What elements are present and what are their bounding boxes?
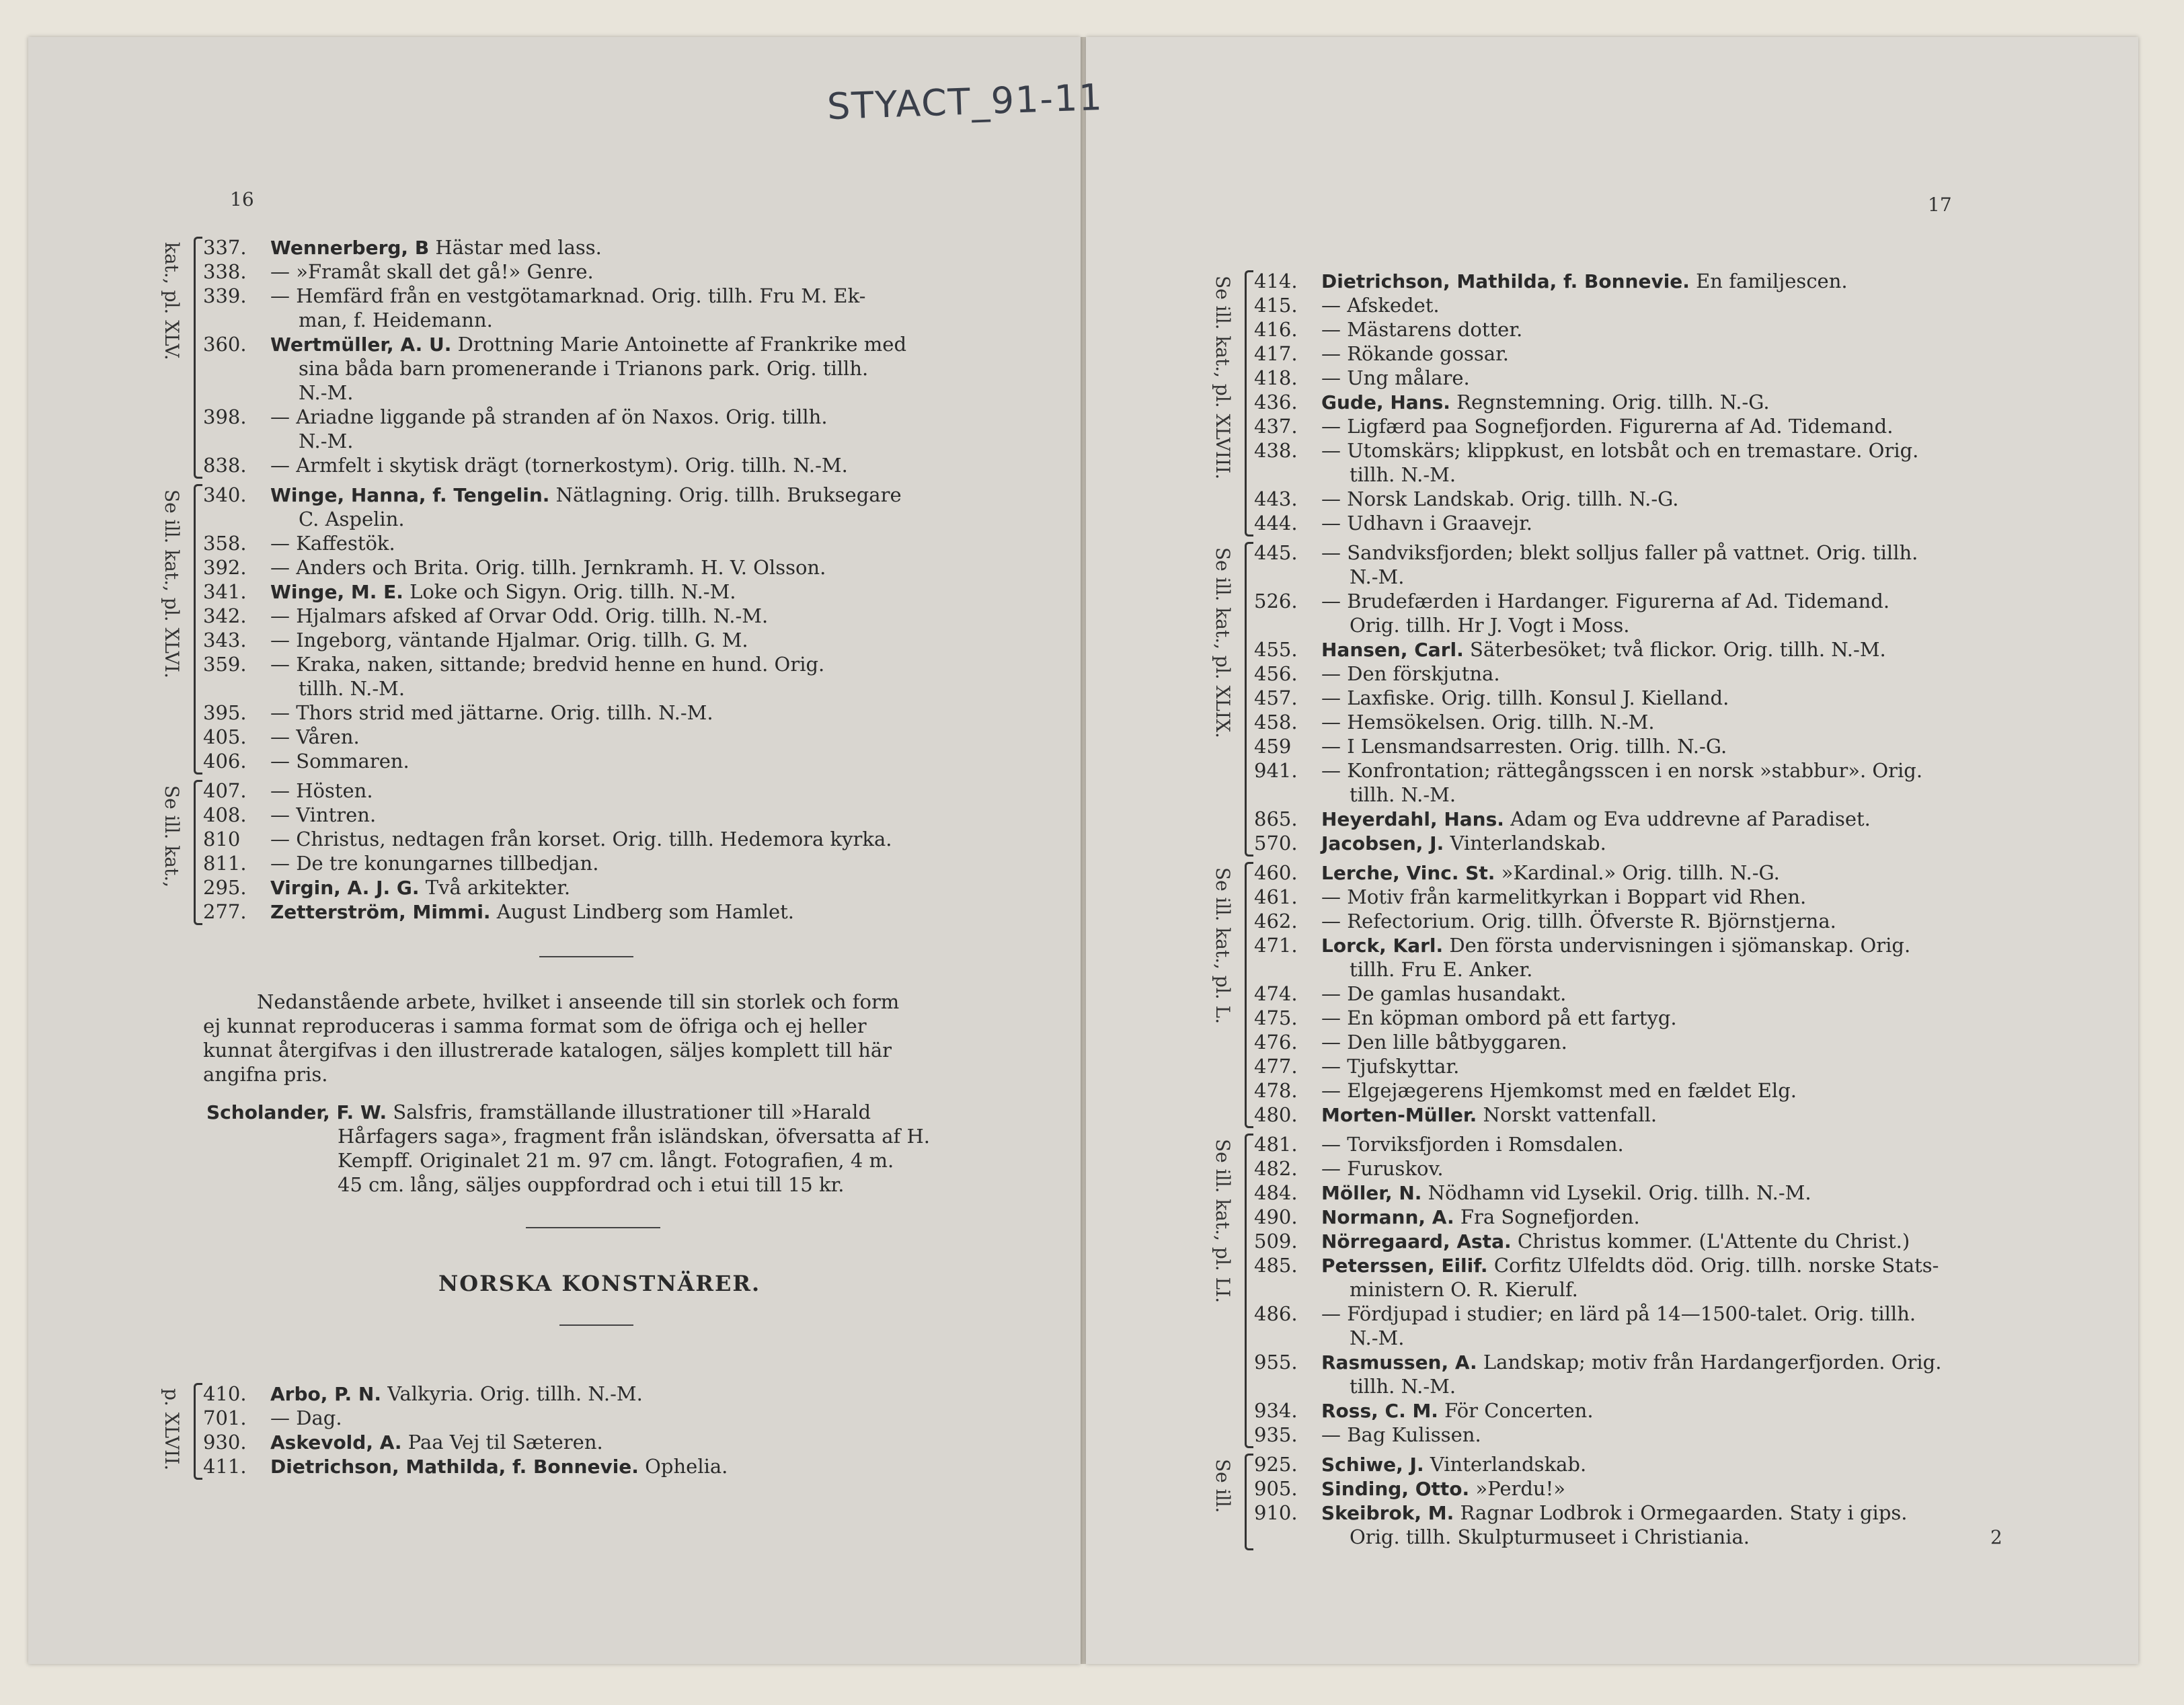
catalog-number: 484. xyxy=(1254,1181,1298,1204)
entry-text xyxy=(1321,1253,1939,1278)
entry-text xyxy=(1321,366,1470,390)
entry-text xyxy=(270,405,828,429)
entry-continuation: 45 cm. lång, säljes ouppfordrad och i etui till 15 kr. xyxy=(338,1173,845,1196)
entry-title: Nödhamn vid Lysekil. Orig. tillh. N.-M. xyxy=(1428,1181,1811,1204)
entry-title: Adam og Eva uddrevne af Paradiset. xyxy=(1510,807,1871,830)
catalog-number: 405. xyxy=(203,725,247,748)
entry-title: Ophelia. xyxy=(645,1455,728,1478)
entry-continuation: C. Aspelin. xyxy=(299,508,405,530)
catalog-number: 474. xyxy=(1254,982,1298,1005)
entry-text xyxy=(1321,390,1770,415)
catalog-number: 490. xyxy=(1254,1205,1298,1228)
catalog-number: 360. xyxy=(203,333,247,356)
entry-text xyxy=(270,1406,342,1430)
entry-text xyxy=(270,555,826,580)
entry-title: — Sommaren. xyxy=(270,750,410,772)
entry-continuation: N.-M. xyxy=(1350,565,1405,588)
catalog-number: 477. xyxy=(1254,1055,1298,1078)
entry-title: Nätlagning. Orig. tillh. Bruksegare xyxy=(555,483,902,506)
entry-text xyxy=(1321,1030,1567,1054)
entry-title: — Laxfiske. Orig. tillh. Konsul J. Kielland. xyxy=(1321,686,1729,709)
catalog-number: 838. xyxy=(203,454,247,477)
entry-text xyxy=(270,604,768,628)
entry-continuation: N.-M. xyxy=(1350,1326,1405,1349)
group-bracket xyxy=(194,484,202,775)
entry-title: Norskt vattenfall. xyxy=(1483,1103,1658,1126)
entry-text xyxy=(270,1430,603,1455)
catalog-number: 410. xyxy=(203,1382,247,1405)
entry-text xyxy=(270,875,570,900)
entry-title: — Kraka, naken, sittande; bredvid henne en hund. Orig. xyxy=(270,653,825,676)
entry-title: — Hjalmars afsked af Orvar Odd. Orig. tillh. N.-M. xyxy=(270,604,769,627)
catalog-number: 458. xyxy=(1254,711,1298,733)
entry-title: — Udhavn i Graavejr. xyxy=(1321,512,1533,534)
artist-name: Wertmüller, A. U. xyxy=(270,333,452,356)
section-heading: NORSKA KONSTNÄRER. xyxy=(438,1271,761,1296)
entry-text xyxy=(1321,342,1509,366)
entry-title: Landskap; motiv från Hardangerfjorden. Orig. xyxy=(1483,1351,1942,1374)
catalog-number: 701. xyxy=(203,1406,247,1429)
entry-text xyxy=(1321,269,1848,294)
entry-text xyxy=(1321,293,1440,317)
page-number-left: 16 xyxy=(230,188,254,210)
catalog-number: 930. xyxy=(203,1431,247,1454)
catalog-number: 480. xyxy=(1254,1103,1298,1126)
artist-name: Lorck, Karl. xyxy=(1321,935,1444,957)
artist-name: Rasmussen, A. xyxy=(1321,1351,1477,1374)
entry-title: — Hemsökelsen. Orig. tillh. N.-M. xyxy=(1321,711,1655,733)
artist-name: Scholander, F. W. xyxy=(206,1101,387,1123)
entry-text xyxy=(1321,438,1918,463)
entry-title: — Hemfärd från en vestgötamarknad. Orig. tillh. Fru M. Ek- xyxy=(270,284,866,307)
entry-text xyxy=(1321,758,1922,783)
catalog-number: 443. xyxy=(1254,487,1298,510)
entry-title: — Fördjupad i studier; en lärd på 14—1500-talet. Orig. tillh. xyxy=(1321,1302,1916,1325)
entry-text xyxy=(1321,487,1679,511)
entry-text xyxy=(1321,686,1729,710)
entry-text xyxy=(1321,1006,1677,1030)
entry-title: — En köpman ombord på ett fartyg. xyxy=(1321,1006,1677,1029)
entry-title: — »Framåt skall det gå!» Genre. xyxy=(270,260,594,283)
catalog-number: 509. xyxy=(1254,1230,1298,1253)
catalog-number: 337. xyxy=(203,236,247,259)
entry-text xyxy=(270,235,602,260)
entry-title: — De tre konungarnes tillbedjan. xyxy=(270,852,599,875)
artist-name: Zetterström, Mimmi. xyxy=(270,901,491,923)
entry-text xyxy=(1321,710,1655,734)
entry-title: — Mästarens dotter. xyxy=(1321,318,1523,341)
catalog-number: 457. xyxy=(1254,686,1298,709)
entry-text xyxy=(1321,1078,1797,1103)
catalog-number: 955. xyxy=(1254,1351,1298,1374)
intro-paragraph-line: ej kunnat reproduceras i samma format som de öfriga och ej heller xyxy=(203,1015,867,1037)
catalog-number: 343. xyxy=(203,629,247,651)
catalog-number: 414. xyxy=(1254,270,1298,292)
artist-name: Gude, Hans. xyxy=(1321,391,1450,413)
catalog-number: 438. xyxy=(1254,439,1298,462)
entry-text xyxy=(1321,1398,1594,1423)
entry-title: — De gamlas husandakt. xyxy=(1321,982,1567,1005)
entry-title: — Tjufskyttar. xyxy=(1321,1055,1460,1078)
entry-text xyxy=(1321,861,1780,885)
entry-title: Den första undervisningen i sjömanskap. Orig. xyxy=(1449,934,1911,957)
entry-title: Corfitz Ulfeldts död. Orig. tillh. norske Stats- xyxy=(1493,1254,1939,1277)
entry-text xyxy=(270,580,736,604)
entry-text xyxy=(1321,1103,1657,1127)
entry-title: — Ung målare. xyxy=(1321,366,1470,389)
catalog-number: 476. xyxy=(1254,1031,1298,1054)
right-page xyxy=(1086,37,2138,1664)
catalog-number: 810 xyxy=(203,828,241,850)
divider xyxy=(526,1227,660,1228)
group-bracket xyxy=(1245,1134,1253,1448)
entry-title: — Kaffestök. xyxy=(270,532,395,555)
catalog-number: 865. xyxy=(1254,807,1298,830)
entry-title: Fra Sognefjorden. xyxy=(1460,1205,1640,1228)
entry-continuation: Kempff. Originalet 21 m. 97 cm. långt. Fotografien, 4 m. xyxy=(338,1149,894,1172)
entry-title: — Norsk Landskab. Orig. tillh. N.-G. xyxy=(1321,487,1679,510)
catalog-number: 455. xyxy=(1254,638,1298,661)
entry-title: — Utomskärs; klippkust, en lotsbåt och en tremastare. Orig. xyxy=(1321,439,1919,462)
page-number-right: 17 xyxy=(1928,194,1952,216)
entry-text xyxy=(1321,1423,1481,1447)
artist-name: Virgin, A. J. G. xyxy=(270,877,420,899)
catalog-number: 395. xyxy=(203,701,247,724)
entry-title: — Ariadne liggande på stranden af ön Naxos. Orig. tillh. xyxy=(270,405,828,428)
catalog-number: 526. xyxy=(1254,590,1298,612)
divider xyxy=(559,1324,633,1326)
plate-reference: p. XLVII. xyxy=(161,1388,183,1471)
catalog-number: 418. xyxy=(1254,366,1298,389)
entry-title: Loke och Sigyn. Orig. tillh. N.-M. xyxy=(410,580,736,603)
entry-text xyxy=(1321,662,1500,686)
entry-title: — Rökande gossar. xyxy=(1321,342,1509,365)
catalog-number: 417. xyxy=(1254,342,1298,365)
scholander-entry xyxy=(206,1100,871,1125)
entry-text xyxy=(1321,637,1886,662)
plate-reference: Se ill. kat., pl. XLVI. xyxy=(161,489,183,678)
catalog-number: 811. xyxy=(203,852,247,875)
entry-continuation: Orig. tillh. Skulpturmuseet i Christiania. xyxy=(1350,1525,1750,1548)
catalog-number: 471. xyxy=(1254,934,1298,957)
entry-continuation: tillh. N.-M. xyxy=(1350,463,1456,486)
entry-title: Paa Vej til Sæteren. xyxy=(407,1431,603,1454)
entry-text xyxy=(1321,933,1910,958)
entry-continuation: man, f. Heidemann. xyxy=(299,309,493,331)
catalog-number: 398. xyxy=(203,405,247,428)
catalog-number: 338. xyxy=(203,260,247,283)
catalog-number: 460. xyxy=(1254,861,1298,884)
entry-title: — Sandviksfjorden; blekt solljus faller på vattnet. Orig. tillh. xyxy=(1321,541,1918,564)
entry-continuation: tillh. Fru E. Anker. xyxy=(1350,958,1533,981)
entry-continuation: tillh. N.-M. xyxy=(299,677,405,700)
entry-title: — Motiv från karmelitkyrkan i Boppart vid Rhen. xyxy=(1321,885,1807,908)
plate-reference: Se ill. xyxy=(1212,1459,1234,1513)
entry-title: — I Lensmandsarresten. Orig. tillh. N.-G. xyxy=(1321,735,1727,758)
entry-title: — Armfelt i skytisk drägt (tornerkostym). Orig. tillh. N.-M. xyxy=(270,454,848,477)
entry-continuation: ministern O. R. Kierulf. xyxy=(1350,1278,1578,1301)
entry-text xyxy=(1321,807,1871,832)
signature-mark: 2 xyxy=(1990,1526,2002,1548)
catalog-number: 415. xyxy=(1254,294,1298,317)
artist-name: Wennerberg, B xyxy=(270,237,430,259)
entry-text xyxy=(1321,511,1532,535)
catalog-number: 485. xyxy=(1254,1254,1298,1277)
entry-title: Salsfris, framställande illustrationer till »Harald xyxy=(393,1101,871,1123)
entry-title: Regnstemning. Orig. tillh. N.-G. xyxy=(1456,391,1770,413)
divider xyxy=(539,956,633,957)
entry-title: »Kardinal.» Orig. tillh. N.-G. xyxy=(1501,861,1780,884)
entry-text xyxy=(1321,1350,1941,1375)
artist-name: Schiwe, J. xyxy=(1321,1454,1424,1476)
plate-reference: Se ill. kat., pl. LI. xyxy=(1212,1139,1234,1304)
catalog-number: 295. xyxy=(203,876,247,899)
entry-title: — Bag Kulissen. xyxy=(1321,1423,1481,1446)
entry-title: — Furuskov. xyxy=(1321,1157,1444,1180)
artist-name: Möller, N. xyxy=(1321,1182,1422,1204)
entry-text xyxy=(1321,831,1606,856)
catalog-number: 935. xyxy=(1254,1423,1298,1446)
left-page xyxy=(28,37,1081,1664)
group-bracket xyxy=(194,237,202,479)
catalog-number: 406. xyxy=(203,750,247,772)
entry-title: — Den lille båtbyggaren. xyxy=(1321,1031,1567,1054)
plate-reference: Se ill. kat., xyxy=(161,785,183,888)
entry-text xyxy=(1321,414,1893,438)
artist-name: Peterssen, Eilif. xyxy=(1321,1255,1488,1277)
catalog-number: 436. xyxy=(1254,391,1298,413)
entry-text xyxy=(1321,1132,1624,1156)
entry-continuation: Orig. tillh. Hr J. Vogt i Moss. xyxy=(1350,614,1630,637)
catalog-number: 407. xyxy=(203,779,247,802)
entry-title: — Brudefærden i Hardanger. Figurerna af Ad. Tidemand. xyxy=(1321,590,1890,612)
entry-title: — Ingeborg, väntande Hjalmar. Orig. tillh. G. M. xyxy=(270,629,748,651)
plate-reference: Se ill. kat., pl. XLVIII. xyxy=(1212,276,1234,480)
artist-name: Lerche, Vinc. St. xyxy=(1321,862,1495,884)
entry-text xyxy=(270,701,713,725)
entry-continuation: N.-M. xyxy=(299,381,354,404)
catalog-number: 461. xyxy=(1254,885,1298,908)
entry-text xyxy=(270,1382,643,1406)
entry-title: — Refectorium. Orig. tillh. Öfverste R. Björnstjerna. xyxy=(1321,910,1836,933)
entry-text xyxy=(270,453,848,477)
catalog-number: 339. xyxy=(203,284,247,307)
entry-title: — Ligfærd paa Sognefjorden. Figurerna af Ad. Tidemand. xyxy=(1321,415,1894,438)
catalog-number: 910. xyxy=(1254,1501,1298,1524)
plate-reference: Se ill. kat., pl. XLIX. xyxy=(1212,547,1234,739)
artist-name: Winge, M. E. xyxy=(270,581,403,603)
entry-text xyxy=(270,628,748,652)
intro-paragraph-line: kunnat återgifvas i den illustrerade katalogen, säljes komplett till här xyxy=(203,1039,892,1062)
group-bracket xyxy=(194,1383,202,1480)
entry-continuation: N.-M. xyxy=(299,430,354,452)
catalog-number: 941. xyxy=(1254,759,1298,782)
artist-name: Winge, Hanna, f. Tengelin. xyxy=(270,484,550,506)
entry-title: — Elgejægerens Hjemkomst med en fældet Elg. xyxy=(1321,1079,1797,1102)
catalog-number: 478. xyxy=(1254,1079,1298,1102)
group-bracket xyxy=(1245,542,1253,857)
artist-name: Dietrichson, Mathilda, f. Bonnevie. xyxy=(1321,270,1690,292)
entry-text xyxy=(270,900,794,924)
entry-text xyxy=(1321,317,1522,342)
artist-name: Ross, C. M. xyxy=(1321,1400,1438,1422)
catalog-number: 462. xyxy=(1254,910,1298,933)
entry-continuation: tillh. N.-M. xyxy=(1350,1375,1456,1398)
entry-text xyxy=(1321,1181,1811,1205)
entry-title: — Vintren. xyxy=(270,803,377,826)
entry-title: — Christus, nedtagen från korset. Orig. tillh. Hedemora kyrka. xyxy=(270,828,892,850)
entry-text xyxy=(270,725,360,749)
group-bracket xyxy=(194,780,202,925)
catalog-number: 277. xyxy=(203,900,247,923)
artist-name: Askevold, A. xyxy=(270,1431,402,1454)
entry-title: Hästar med lass. xyxy=(435,236,602,259)
entry-text xyxy=(270,827,892,851)
catalog-number: 340. xyxy=(203,483,247,506)
entry-text xyxy=(1321,909,1836,933)
catalog-number: 445. xyxy=(1254,541,1298,564)
entry-title: Drottning Marie Antoinette af Frankrike med xyxy=(457,333,907,356)
entry-text xyxy=(1321,541,1918,565)
catalog-number: 482. xyxy=(1254,1157,1298,1180)
artist-name: Heyerdahl, Hans. xyxy=(1321,808,1504,830)
entry-continuation: tillh. N.-M. xyxy=(1350,783,1456,806)
entry-text xyxy=(270,483,902,508)
entry-title: — Thors strid med jättarne. Orig. tillh. N.-M. xyxy=(270,701,713,724)
entry-title: — Hösten. xyxy=(270,779,373,802)
entry-text xyxy=(270,531,395,555)
entry-text xyxy=(270,652,824,676)
entry-text xyxy=(270,803,376,827)
entry-title: — Våren. xyxy=(270,725,360,748)
catalog-number: 486. xyxy=(1254,1302,1298,1325)
entry-title: — Torviksfjorden i Romsdalen. xyxy=(1321,1133,1624,1156)
entry-text xyxy=(1321,982,1566,1006)
artist-name: Nörregaard, Asta. xyxy=(1321,1230,1512,1253)
catalog-number: 392. xyxy=(203,556,247,579)
entry-text xyxy=(270,260,594,284)
entry-title: Vinterlandskab. xyxy=(1430,1453,1587,1476)
group-bracket xyxy=(1245,1454,1253,1550)
catalog-number: 341. xyxy=(203,580,247,603)
entry-title: — Anders och Brita. Orig. tillh. Jernkramh. H. V. Olsson. xyxy=(270,556,826,579)
entry-title: — Dag. xyxy=(270,1406,342,1429)
entry-text xyxy=(1321,1054,1459,1078)
entry-title: Säterbesöket; två flickor. Orig. tillh. N.-M. xyxy=(1469,638,1886,661)
entry-title: August Lindberg som Hamlet. xyxy=(496,900,795,923)
entry-title: Ragnar Lodbrok i Ormegaarden. Staty i gips. xyxy=(1460,1501,1908,1524)
entry-text xyxy=(1321,885,1806,909)
entry-text xyxy=(270,749,410,773)
artist-name: Morten-Müller. xyxy=(1321,1104,1477,1126)
plate-reference: Se ill. kat., pl. L. xyxy=(1212,867,1234,1025)
entry-continuation: Hårfagers saga», fragment från isländskan, öfversatta af H. xyxy=(338,1125,930,1148)
catalog-number: 444. xyxy=(1254,512,1298,534)
entry-text xyxy=(1321,1501,1908,1525)
catalog-number: 481. xyxy=(1254,1133,1298,1156)
artist-name: Normann, A. xyxy=(1321,1206,1454,1228)
catalog-number: 456. xyxy=(1254,662,1298,685)
entry-continuation: sina båda barn promenerande i Trianons park. Orig. tillh. xyxy=(299,357,869,380)
catalog-number: 905. xyxy=(1254,1477,1298,1500)
entry-title: — Konfrontation; rättegångsscen i en norsk »stabbur». Orig. xyxy=(1321,759,1923,782)
entry-title: — Den förskjutna. xyxy=(1321,662,1500,685)
catalog-number: 475. xyxy=(1254,1006,1298,1029)
entry-text xyxy=(1321,734,1727,758)
catalog-number: 359. xyxy=(203,653,247,676)
artist-name: Dietrichson, Mathilda, f. Bonnevie. xyxy=(270,1456,639,1478)
entry-text xyxy=(1321,1302,1916,1326)
group-bracket xyxy=(1245,862,1253,1128)
entry-title: För Concerten. xyxy=(1444,1399,1594,1422)
intro-paragraph-line: Nedanstående arbete, hvilket i anseende till sin storlek och form xyxy=(257,990,900,1013)
group-bracket xyxy=(1245,270,1253,537)
intro-paragraph-line: angifna pris. xyxy=(203,1063,328,1086)
catalog-number: 408. xyxy=(203,803,247,826)
entry-text xyxy=(270,779,373,803)
catalog-number: 411. xyxy=(203,1455,247,1478)
catalog-number: 459 xyxy=(1254,735,1292,758)
catalog-number: 437. xyxy=(1254,415,1298,438)
entry-title: — Afskedet. xyxy=(1321,294,1440,317)
entry-title: En familjescen. xyxy=(1696,270,1848,292)
handwritten-note: STYACT_91-11 xyxy=(826,75,1104,128)
artist-name: Sinding, Otto. xyxy=(1321,1478,1470,1500)
artist-name: Skeibrok, M. xyxy=(1321,1502,1454,1524)
catalog-number: 570. xyxy=(1254,832,1298,855)
entry-text xyxy=(1321,1229,1910,1254)
entry-text xyxy=(1321,1156,1444,1181)
entry-text xyxy=(1321,1205,1640,1230)
catalog-number: 934. xyxy=(1254,1399,1298,1422)
entry-title: »Perdu!» xyxy=(1475,1477,1565,1500)
entry-title: Christus kommer. (L'Attente du Christ.) xyxy=(1517,1230,1910,1253)
catalog-number: 416. xyxy=(1254,318,1298,341)
entry-text xyxy=(1321,1452,1586,1477)
plate-reference: kat., pl. XLV. xyxy=(161,242,183,360)
entry-text xyxy=(270,332,906,357)
entry-title: Valkyria. Orig. tillh. N.-M. xyxy=(387,1382,643,1405)
entry-text xyxy=(270,1454,728,1479)
entry-title: Två arkitekter. xyxy=(425,876,571,899)
artist-name: Arbo, P. N. xyxy=(270,1383,381,1405)
entry-text xyxy=(1321,589,1889,613)
entry-text xyxy=(270,284,865,308)
artist-name: Jacobsen, J. xyxy=(1321,832,1444,855)
artist-name: Hansen, Carl. xyxy=(1321,639,1464,661)
entry-title: Vinterlandskab. xyxy=(1450,832,1606,855)
catalog-number: 342. xyxy=(203,604,247,627)
entry-text xyxy=(1321,1476,1565,1501)
catalog-number: 358. xyxy=(203,532,247,555)
entry-text xyxy=(270,851,598,875)
catalog-number: 925. xyxy=(1254,1453,1298,1476)
